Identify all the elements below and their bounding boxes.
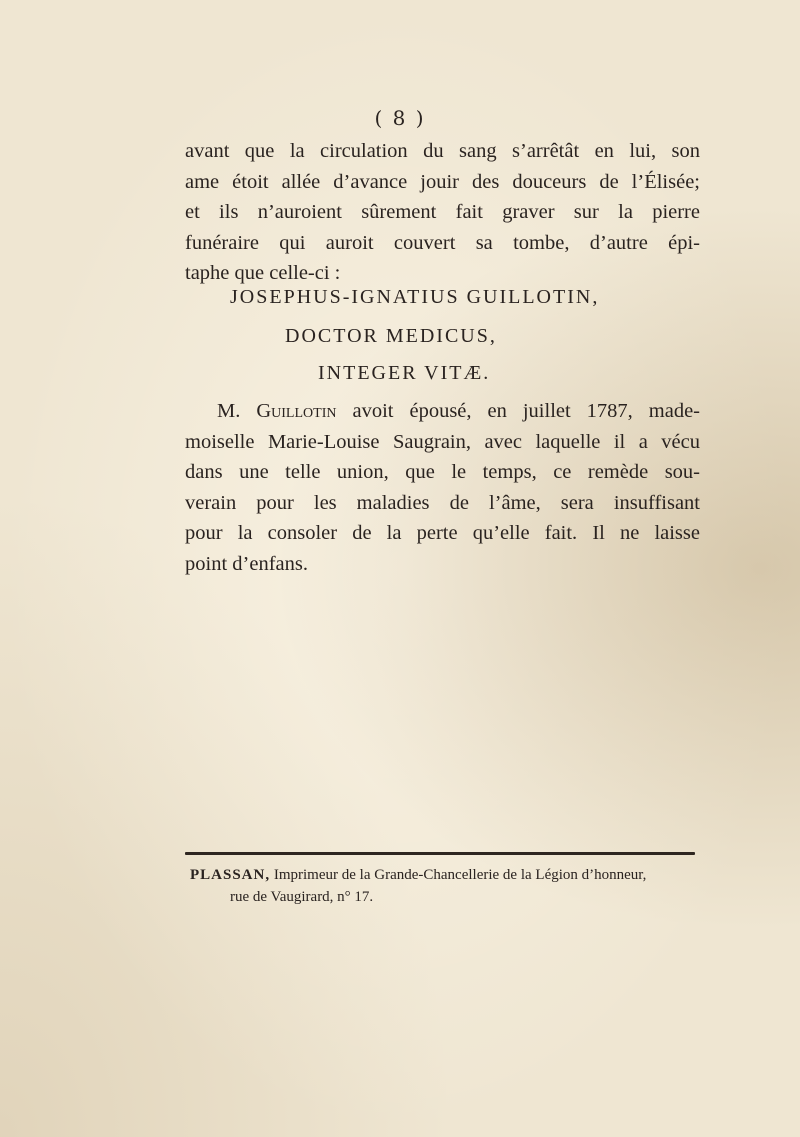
page-number: ( 8 ) [374,106,426,130]
paragraph-marriage [185,396,700,579]
paragraph-line: funéraire qui auroit couvert sa tombe, d’autre épi- [185,231,700,254]
paragraph-line: verain pour les maladies de l’âme, sera insuffisant [185,491,700,514]
epitaph-title: DOCTOR MEDICUS, [285,325,497,347]
divider-rule [185,852,695,855]
surname: Guillotin [256,400,337,422]
paragraph-line: taphe que celle-ci : [185,262,341,284]
paragraph-line: ame étoit allée d’avance jouir des douceurs de l’Élisée; [185,170,700,193]
paragraph-circulation [185,136,700,289]
imprint-address: rue de Vaugirard, n° 17. [230,889,374,905]
imprint-line-rest: Imprimeur de la Grande-Chancellerie de la Légion d’honneur, [273,867,647,883]
printer-name: PLASSAN, [190,867,271,883]
paragraph-line [185,396,700,427]
epitaph-name: JOSEPHUS-IGNATIUS GUILLOTIN, [230,286,600,308]
paragraph-line: avant que la circulation du sang s’arrêtât en lui, son [185,140,700,162]
epitaph-motto: INTEGER VITÆ. [318,362,491,384]
paragraph-line-rest: avoit épousé, en juillet 1787, made- [352,400,701,422]
paragraph-line: dans une telle union, que le temps, ce remède sou- [185,461,700,483]
paragraph-line: point d’enfans. [185,552,308,575]
paragraph-line: moiselle Marie-Louise Saugrain, avec laquelle il a vécu [185,430,700,453]
paragraph-line: et ils n’auroient sûrement fait graver sur la pierre [185,201,700,223]
paragraph-line: pour la consoler de la perte qu’elle fait. Il ne laisse [185,522,700,544]
title-prefix: M. [217,400,241,422]
imprint-line [190,864,710,886]
printer-imprint [190,864,710,908]
